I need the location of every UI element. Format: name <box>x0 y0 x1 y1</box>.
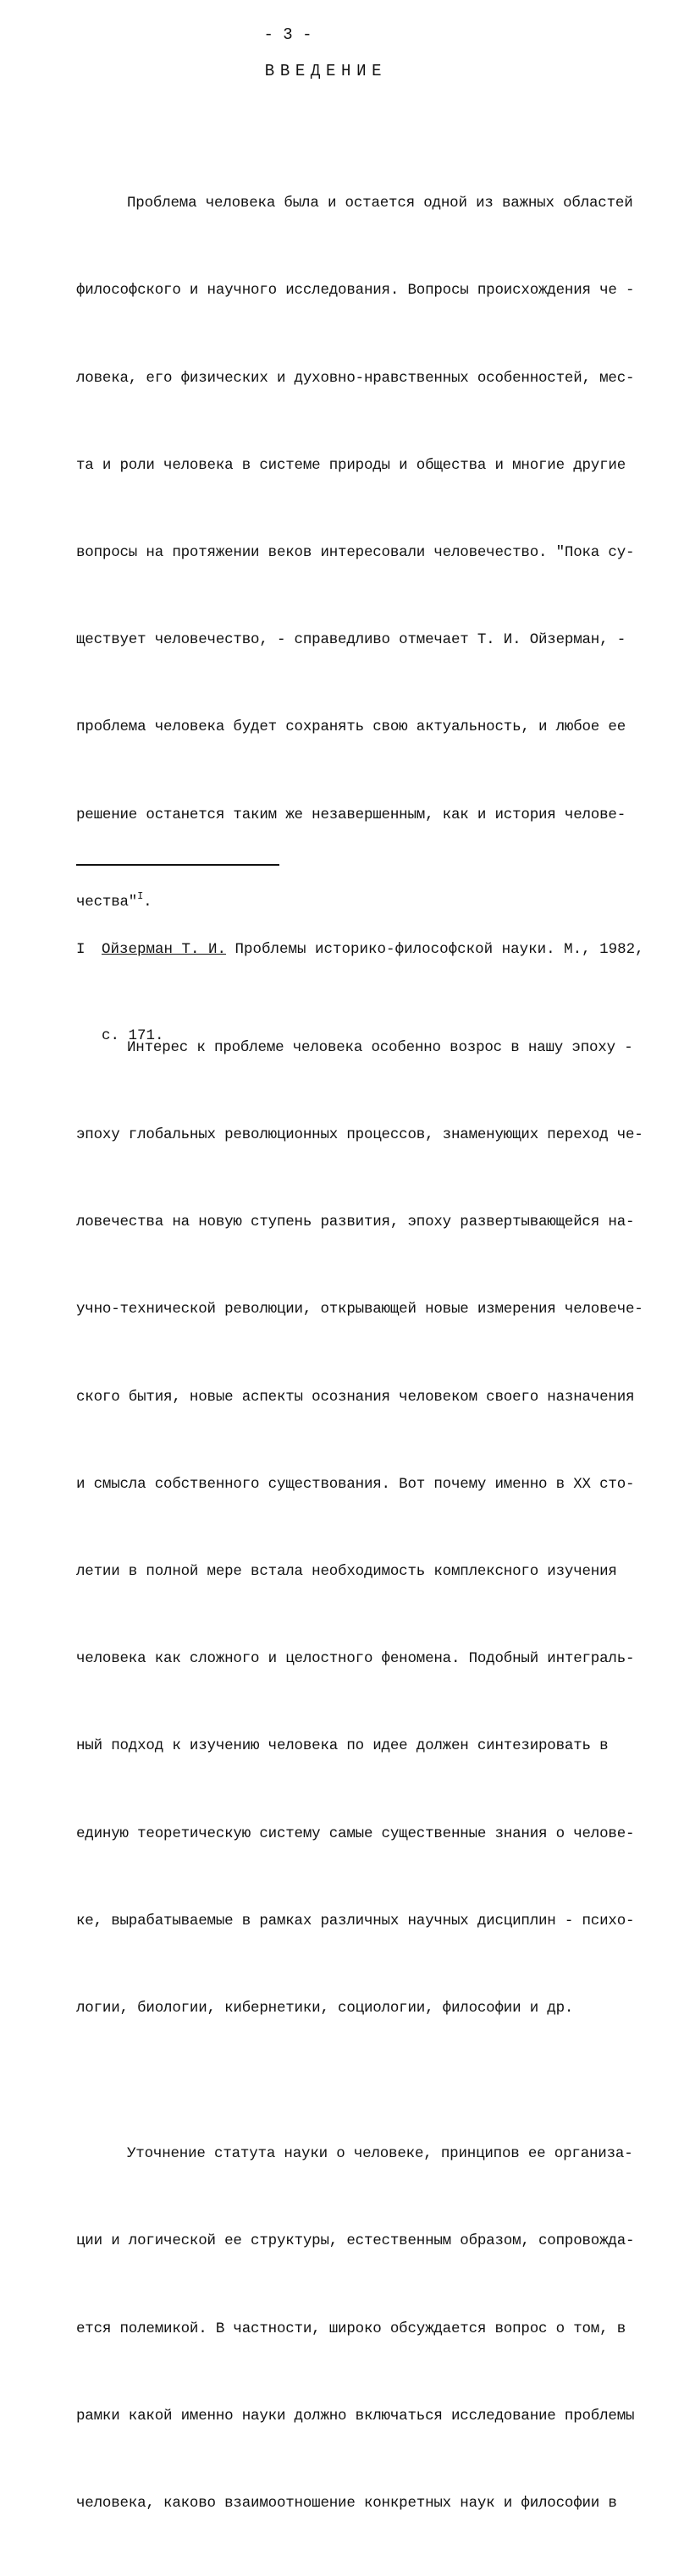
text-line: проблема человека будет сохранять свою актуальность, и любое ее <box>76 718 626 736</box>
body-text <box>76 102 660 2576</box>
text-line: Проблема человека была и остается одной из важных областей <box>127 195 633 212</box>
text-fragment: чества" <box>76 893 138 911</box>
text-line: ского бытия, новые аспекты осознания человеком своего назначения <box>76 1388 635 1406</box>
text-line: человека, каково взаимоотношение конкретных наук и философии в <box>76 2494 617 2512</box>
text-line: и смысла собственного существования. Вот почему именно в XX сто- <box>76 1475 635 1493</box>
footnote-line <box>76 935 660 964</box>
footnote-reference: I <box>137 889 144 902</box>
text-line: человека как сложного и целостного феномена. Подобный интеграль- <box>76 1650 635 1668</box>
text-line: ется полемикой. В частности, широко обсуждается вопрос о том, в <box>76 2320 626 2337</box>
text-line: эпоху глобальных революционных процессов, знаменующих переход че- <box>76 1126 643 1144</box>
footnote-divider <box>76 864 279 866</box>
text-fragment: . <box>143 893 152 911</box>
text-line: логии, биологии, кибернетики, социологии, философии и др. <box>76 2000 574 2017</box>
text-line: ществует человечество, - справедливо отмечает Т. И. Ойзерман, - <box>76 631 626 649</box>
text-line: ный подход к изучению человека по идее должен синтезировать в <box>76 1737 609 1755</box>
text-line: вопросы на протяжении веков интересовали человечество. "Пока су- <box>76 544 635 562</box>
text-line: летии в полной мере встала необходимость комплексного изучения <box>76 1563 617 1581</box>
text-line: учно-технической революции, открывающей новые измерения человече- <box>76 1301 643 1318</box>
text-line: Интерес к проблеме человека особенно возрос в нашу эпоху - <box>127 1038 633 1056</box>
text-line: ловечества на новую ступень развития, эпоху развертывающейся на- <box>76 1214 635 1231</box>
text-line: решение останется таким же незавершенным, как и история челове- <box>76 806 626 823</box>
text-line: ловека, его физических и духовно-нравственных особенностей, мес- <box>76 369 635 387</box>
footnote-number: I <box>76 941 86 958</box>
text-line: Уточнение статута науки о человеке, принципов ее организа- <box>127 2145 633 2163</box>
text-line: ции и логической ее структуры, естественным образом, сопровожда- <box>76 2232 635 2250</box>
text-line: ке, вырабатываемые в рамках различных научных дисциплин - психо- <box>76 1912 635 1929</box>
footnote-author: Ойзерман Т. И. <box>102 941 227 958</box>
text-line: рамки какой именно науки должно включаться исследование проблемы <box>76 2407 635 2425</box>
text-line: философского и научного исследования. Вопросы происхождения че - <box>76 282 635 300</box>
footnote <box>76 878 660 1108</box>
page-number: - 3 - <box>263 25 312 44</box>
footnote-continuation: с. 171. <box>102 1027 164 1044</box>
section-title: ВВЕДЕНИЕ <box>264 62 388 80</box>
text-line: та и роли человека в системе природы и общества и многие другие <box>76 456 626 474</box>
footnote-text: Проблемы историко-философской науки. М., 1982, <box>226 941 644 958</box>
text-line: единую теоретическую систему самые существенные знания о челове- <box>76 1825 635 1842</box>
